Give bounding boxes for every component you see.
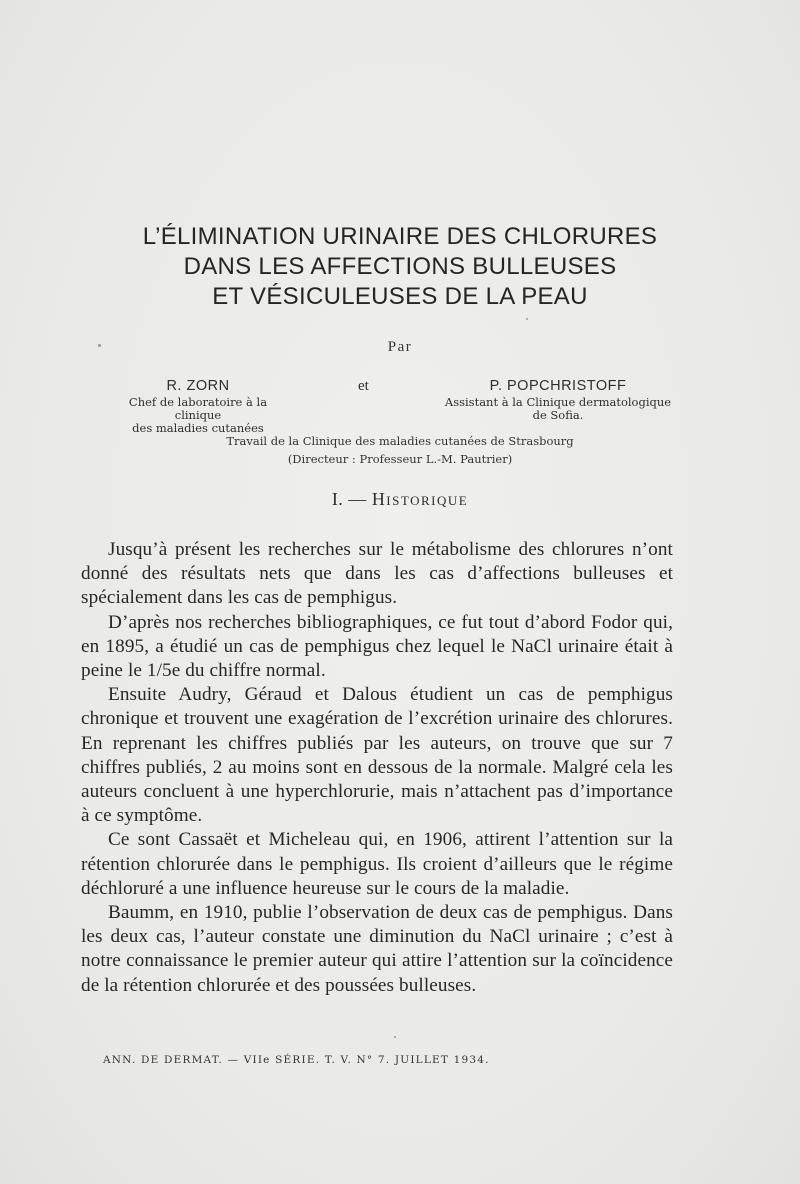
affiliation-line: de Sofia. bbox=[532, 408, 584, 422]
title-line: L’ÉLIMINATION URINAIRE DES CHLORURES bbox=[142, 223, 658, 250]
affiliation-line: Assistant à la Clinique dermatologique bbox=[444, 395, 672, 409]
body-paragraph: Baumm, en 1910, publie l’observation de deux cas de pemphigus. Dans les deux cas, l’auteur constate une diminution du NaCl urinaire ; c’est à notre connaissance le premier auteur qui attire l’attention sur la coïncidence de la rétention chlorurée et des poussées bulleuses. bbox=[81, 902, 673, 996]
by-line: Par bbox=[387, 339, 413, 355]
section-number: I. — bbox=[331, 489, 367, 509]
author-name: R. ZORN bbox=[166, 378, 230, 394]
article-title bbox=[0, 222, 800, 312]
section-title: Historique bbox=[371, 489, 469, 509]
paper-speck bbox=[526, 318, 528, 320]
paper-speck bbox=[98, 344, 101, 347]
section-heading bbox=[0, 489, 800, 510]
institution-line: (Directeur : Professeur L.-M. Pautrier) bbox=[287, 452, 513, 466]
author-popchristoff bbox=[437, 378, 679, 422]
body-paragraph: Ce sont Cassaët et Micheleau qui, en 1906, attirent l’attention sur la rétention chlorurée dans le pemphigus. Ils croient d’ailleurs que le régime déchloruré a une influence heureuse sur le cours de la maladie. bbox=[81, 829, 673, 899]
body-paragraph: Ensuite Audry, Géraud et Dalous étudient un cas de pemphigus chronique et trouvent une exagération de l’excrétion urinaire des chlorures. En reprenant les chiffres publiés par les auteurs, on trouve que sur 7 chiffres publiés, 2 au moins sont en dessous de la normale. Malgré cela les auteurs concluent à une hyperchlorurie, mais n’attachent pas d’importance à ce symptôme. bbox=[81, 684, 673, 827]
article-body bbox=[81, 538, 673, 998]
title-line: ET VÉSICULEUSES DE LA PEAU bbox=[212, 283, 588, 310]
paper-speck bbox=[394, 1036, 396, 1038]
body-paragraph: D’après nos recherches bibliographiques, ce fut tout d’abord Fodor qui, en 1895, a étudié un cas de pemphigus chez lequel le NaCl urinaire était à peine le 1/5e du chiffre normal. bbox=[81, 611, 673, 682]
author-conjunction: et bbox=[358, 378, 369, 394]
author-affiliation bbox=[437, 396, 679, 422]
title-line: DANS LES AFFECTIONS BULLEUSES bbox=[183, 253, 617, 280]
author-affiliation bbox=[108, 396, 288, 435]
affiliation-line: Chef de laboratoire à la clinique bbox=[128, 395, 268, 422]
body-paragraph: Jusqu’à présent les recherches sur le métabolisme des chlorures n’ont donné des résultats nets que dans les cas d’affections bulleuses et spécialement dans les cas de pemphigus. bbox=[81, 539, 673, 609]
affiliation-line: des maladies cutanées bbox=[132, 421, 264, 435]
journal-footer: ANN. DE DERMAT. — VIIe SÉRIE. T. V. N° 7. JUILLET 1934. bbox=[103, 1054, 490, 1066]
author-zorn bbox=[108, 378, 288, 435]
institution-note bbox=[0, 432, 800, 468]
author-name: P. POPCHRISTOFF bbox=[489, 378, 627, 394]
institution-line: Travail de la Clinique des maladies cutanées de Strasbourg bbox=[226, 434, 574, 448]
